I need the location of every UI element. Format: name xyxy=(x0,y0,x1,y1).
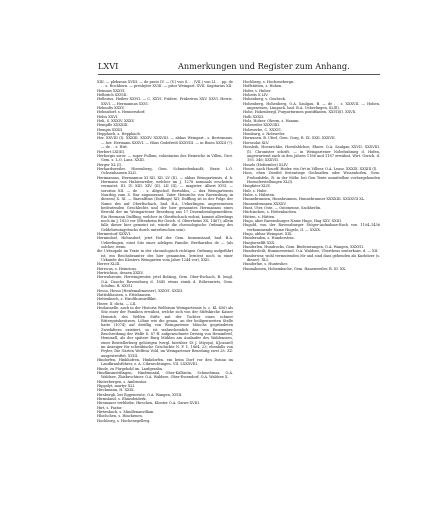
index-entry: Hube, s. Hübsten. xyxy=(243,192,276,197)
index-entry: Hugo, aber Ravensburger Name Hugo, Hag XXV. XXIII. xyxy=(243,219,342,223)
page-header xyxy=(98,60,380,72)
index-entry: Hugo, abbas Weingart. XIX. xyxy=(243,232,293,237)
index-entry: Heinnus XXXVI. xyxy=(97,88,126,93)
index-entry: die Urbsopale im Texte in der chronologisch richtigen Ordnung aufgeführt ist, ein Reichsbeamter des hier genannten, lerntest noch in einer Urkunde des Klosters Weingarten vom Jahre 1244 vor), XXII. xyxy=(97,249,233,263)
index-entry: Hoheits X LIV. xyxy=(243,93,269,98)
index-entry: Hunderlen, Hundrocks, Gem. Biedenwangen, O.A. Wangen, XXXVII. xyxy=(243,245,364,250)
index-entry: Hattishhausen, s. Ettishausen. xyxy=(97,292,152,297)
right-column-index xyxy=(243,80,380,271)
index-entry: Hermestorf XXXVI. xyxy=(97,232,132,237)
index-entry: Herimannus, Hermannus XI XII. XII. LV (II). — abbas Weingartensis, d. h. Hermann von Hubiesweiler, welcher im J. 1278 nominals erscheinte vermutet, III. IV. XIII. XIV. (II). LII (II), — magister. Albert XVII. — sororius XII. — de . . s. Altgschof, Bertoldus, — dux Weingartensis Naurbig zum S. Bar augumerant. Vater Heinrichs von Ravensburg in diesem) X. XI. — Barealftins (Duffings) XII; Duffling ist in der Folge der Name des auf Oberfischach, bad. B.A. Ueberlingen, angesessenen bedeutenden Geschlechts und der hier genanntes Hermannus eines Bewohl der im Weingartener Besedung aus 17 Dezemberabgemerkten. Ein Hermann Duffling, welcher in Oberfischach wohnt, kommt allerdings noch im J. 1820 vor (Ettenheim für Gesch. d. Oberrheins XX, 1467); allein falls dieser hier gemeint ist, würde die chronologische Ordnung des Geldehrentagebuchs durch unterbrochen sein). xyxy=(97,175,233,232)
index-entry: Helmsdorf, s. Hennersdorf. xyxy=(97,110,146,115)
index-entry: Hesso, Hesso (Hezfemaltmesser), XXXVI. XXXII. xyxy=(97,288,184,293)
index-entry: Hunt, Uter, Oste. — Ontonenne, Sackherlin. xyxy=(243,205,322,210)
index-entry: Hirt, s. Pastor. xyxy=(97,405,123,410)
index-entry: Hochberg, s. Hochenebergn. xyxy=(243,80,295,84)
index-entry: Hellerius, Heiber XXVII. — C. XXVI. Friderc. Friderirus XXV. XXVI. Herric. XXVI. — Hermannus XXVI. xyxy=(97,97,233,106)
index-entry: Hunderaden, s. Hundersteia. xyxy=(243,236,295,241)
index-entry: Hundersleilt, Hummerswind. O.A. Waldsee, Ubertheus senterkonv. d. — XII. xyxy=(243,249,379,254)
index-entry: Huigfater XLIV. xyxy=(243,184,271,189)
index-entry: Herhardsweiler, Hirzenberg, Gem. Schmiedenhaußt, Bezir. L.O. Ochsenhausen XLII. xyxy=(97,166,233,176)
header-rule xyxy=(98,74,380,75)
index-entry: Hunnebrunnen, Hunsbrunnen, Hunnebrunner XXXXIII. XXXXVII XL. xyxy=(243,197,366,202)
index-entry: Hertrichius, dessen XXXV. xyxy=(97,271,144,276)
index-entry: Hirsbergh, bei Eggenreute, O.A. Wangen, XVIII. xyxy=(97,392,183,397)
index-entry: Horseolat XLV. xyxy=(243,140,270,145)
index-entry: Hlochchen, s. Hinchenen. xyxy=(97,414,143,419)
index-entry: Hirsmauer verbliebe, Hirschen, Klonter O.A. Gaiwe XVIII. xyxy=(97,401,200,406)
index-entry: Hepphach, s. Heppbach. xyxy=(97,132,141,137)
index-entry: Heli, S. XXXIV. XXXV. xyxy=(97,119,135,124)
index-entry: Hirtenbach, s. Mindlenanvillam. xyxy=(97,410,155,415)
index-entry: Hunjtorsellft XXX. xyxy=(243,240,276,245)
index-entry: Hunnahonen, Hohembache, Gem. Hanenweiler, R. XI. XX. xyxy=(243,266,347,271)
index-entry: Hub, s. Hube. xyxy=(243,188,268,193)
index-entry: Hohenberg, s. Geubeck. xyxy=(243,97,286,102)
index-entry: Herwalsreute, Herwingreuter, jetzt Bolzing, Gem. Ober-Eschach, B. (engl. O.A. Daochs Ravensburg d. 1845 etwas stunk d. Röhrenriets, Gem. Schiltm. B. XXVII. xyxy=(97,275,233,289)
index-entry: Hindlinsmettfingen, Hindrimatal, Ober-Kälbrotn, Schmehmaa, O.A. Waldsee, Zhisbrochtner. O.A. Waldsee, Ober-Essendorf, O.A. Waldsee X. xyxy=(97,371,233,380)
index-entry: Her. XXVIII (I). XXXIII. XXXIV. XXXVIII. — abbas Weingart., s. Bertrannus. — her. Hermann XXXVI. — filius Godefredi XXXVIII. — in Bisen XXXII (?). — de . . s. Hirt. xyxy=(97,136,233,150)
index-entry: Hezlannelle, auch in der Historia Welforum Weingartensis (s. c. Kl. 456) als Sitz einer der Familien erwähnt, welche sich von der Stiftskirche Kaiser Heinrich des Welfen Stifts mit der Tochter eines schmer Rittergutsbesitzers, Löhne wie die genau, an der heiligenwerten Stelle hatte (1074) auf dreiflig von Weingartener Mönchs gegründeten Zwiefaltern existiert, so ist wahrscheinlich das von Emmenger, Beschreibung der Welfe S. 87 ff. aufgezeichnete Dreieig von Heminfestl, Heminell, als der spätere Burg Mühlen am Auslaufer des Waldensees, einer Beistellerburg gehörigen (vergl. hierüber 18 J. Miyoya), KJcunzel) im Anzeiger für schwäbische Geschichte N. F. 1, 1864, 23; ebenfalls von Feyler, Die Gärten Welfesa Vold, im Weingartener Besedung zwei 28. ZZ. ausgestreiftet. XVIII. xyxy=(97,305,233,358)
index-entry: Herricus, s. Heinricus. xyxy=(97,266,138,271)
page-number: LXVI xyxy=(98,61,119,71)
index-entry: Holz, Holzer. Oberm, s. Haaum. xyxy=(243,119,300,124)
right-column xyxy=(243,80,380,271)
index-entry: Holh XXXII. xyxy=(243,114,265,119)
index-entry: Hoss, ehen Zweifel festentiege Gecksaften oder Wissenhofen, Gem. Frohndsfeln, R. in der Möhr. bei Gen Texte unmittelbar vorhergehenden Hoenelerstellungen XL(I). xyxy=(243,171,380,184)
page-title: Anmerkungen und Register zum Anhang. xyxy=(178,61,350,71)
index-entry: Hezer, II. dicta. — LII. xyxy=(97,301,137,306)
index-entry: Hohe, Hohenbergl, Purpurturmen pontifikaten, XXVII(I). XXVII. xyxy=(243,110,357,115)
index-entry: Holzweiler XXXVIIII. xyxy=(243,123,281,128)
index-entry: Hettenkirch, s. Hirolthurnwillikit. xyxy=(97,297,157,302)
index-entry: Hinde, zu Fürgehold im. Laufgeraba. xyxy=(97,366,163,371)
index-entry: Hunderlue, s. Hunteslier. xyxy=(243,262,288,267)
index-entry: Hindorfen, Hinkhofren, Hinkdorfen, ein beim Dorf vor den Donau im Landkraulsführer, z. A. Cihrnechtingen, VII. LXXXVIII. xyxy=(97,358,233,367)
index-entry: Houre, nach Houeff. Hoder, ein Ort in Villenr, O.A. Leasz. XXXIX. XXXIII (l). xyxy=(243,166,378,171)
index-entry: Homburg, s. Holzweler. xyxy=(243,132,286,137)
index-entry: Holzwerbe, C. XXXVI. xyxy=(243,127,282,132)
index-entry: Herborgis soror. — super Pullum, voluntarius des Heinriche in Villen, Grot. Gem. s. L.O. Lanz. XXIII. xyxy=(97,153,233,163)
index-entry: Hinterbergen, s. Ambrosius. xyxy=(97,379,148,384)
index-entry: Herrer XLIII. xyxy=(97,262,121,267)
right-column-continued xyxy=(97,249,233,423)
index-entry: Hoselo (Hoformles) XLIV. xyxy=(243,162,289,167)
index-entry: Hirchmann, H. XXIX. xyxy=(97,388,135,393)
index-entry: Hernindorf, Hehnsdorf, jetzt Hof der Gem. Immenstaad, bad. B.A. Ueberlingen, einst Sitz einer adeligen Familie, Bertharidus de — (als solcher, wenn xyxy=(97,236,233,250)
index-entry: Hoffstätten, s. Hohen. xyxy=(243,84,283,89)
index-entry: Helmolts XXXV. xyxy=(97,106,125,111)
left-column xyxy=(97,80,233,423)
index-entry: Hütten, s. Hütten. xyxy=(243,214,276,219)
index-entry: XIII. — plebanus XVIII. — de prato IV. — (V.) von S. . . (VII.) von Ll. . . pp. de . . s. Hochborn. — presbyter XVIII. — prior Weingart. XVII. Sagitarius XII. xyxy=(97,80,233,89)
index-entry: Herger XL (I). xyxy=(97,162,123,167)
index-entry: Hochborg, s. Hochenegellerg. xyxy=(97,418,151,423)
index-entry: Helos XXVI. xyxy=(97,114,119,119)
index-entry: Helbirich XXVIII. xyxy=(97,93,128,98)
index-entry: Hippolyt, martyr XLI. xyxy=(97,384,136,389)
index-entry: Hunnenbrunnen XXXXV. xyxy=(243,201,287,206)
index-entry: Hugold, von der Ravensburger Stöger-Aufnahme-Buch von 1104–1456 verkommende Name Hugelo, II. — XXXX. xyxy=(243,223,380,232)
index-entry: Hofer, s. Huber. xyxy=(243,88,272,93)
index-entry: Hossleib, Hoenrichbe, Hoesfahlchoe, Ebner. O.A. Saulgau XXVII. XXXVIII. (l). Chronister schrift. — in Weingartener Nobelrahmeg d. Hofen, angewartend auch in den Jahren 1186 und 1187 erwähnt, Wirt. Gerich. d. 193. 346; XXXVII. xyxy=(243,145,380,163)
index-entry: Herbert LXI(II). xyxy=(97,149,126,154)
index-entry: Hirmsland, s. Ehmsdeiderk. xyxy=(97,397,147,402)
index-entry: Hüchinchen, s. Höttenbachen. xyxy=(243,210,298,215)
index-entry: Hunderwar, wohl vermutenden Mr und sind dass gehenden als Kurbitzer (s. dieser). XLI. xyxy=(243,253,380,263)
index-entry: Hornunen, B. Uferl, Gem. Gorg, R. IX. XXII. XXXVII. xyxy=(243,136,336,141)
index-entry: Hempis XXXII. xyxy=(97,127,124,132)
index-entry: Hempfle XXXXIII. xyxy=(97,123,129,128)
index-entry: Hohenberg, Hohenberg, O.A. Saulgau, B. — de . . s. XXXVII. — Hohen, angesessen, Limpach, bad. B.A. Ueberlingen, XL(ll). xyxy=(243,101,380,111)
